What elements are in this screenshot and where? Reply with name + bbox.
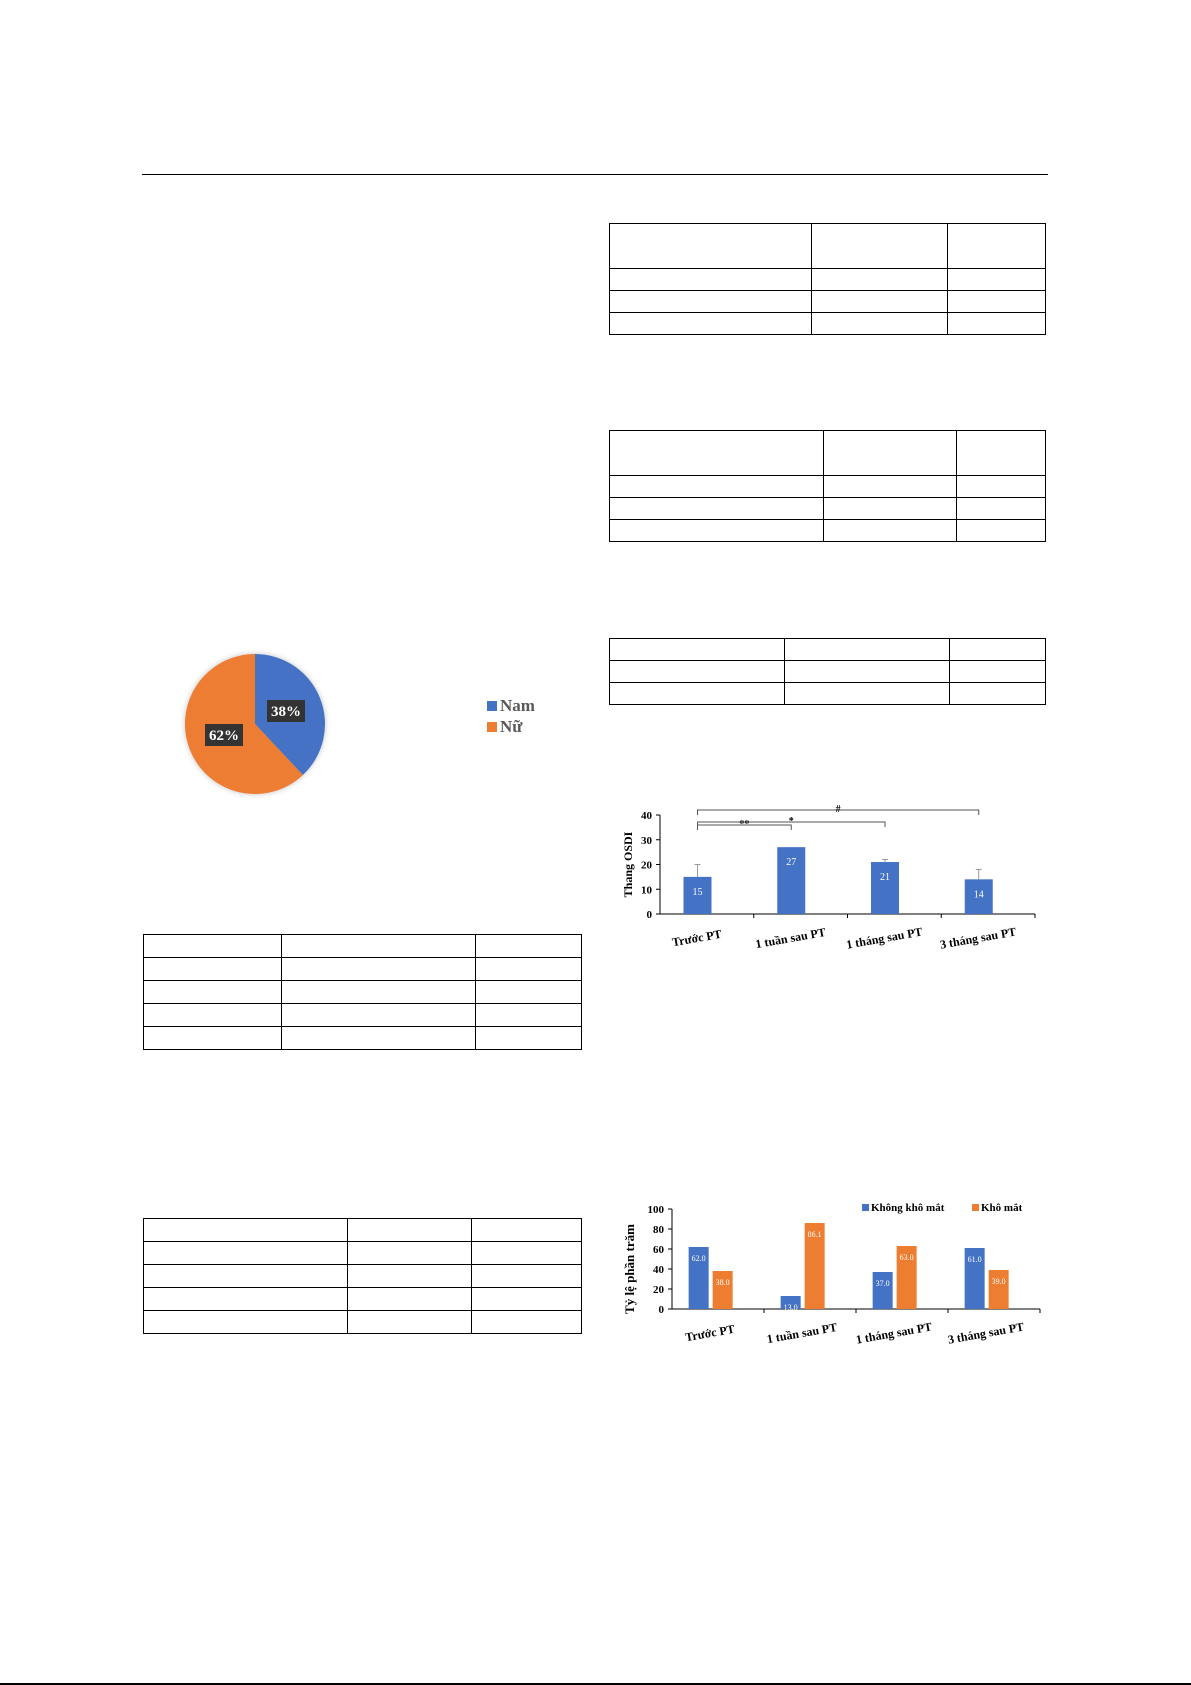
- legend-label: Không khô mắt: [871, 1202, 945, 1214]
- bar-data-label: 86.1: [807, 1230, 822, 1239]
- bar-data-label: 14: [973, 889, 984, 901]
- x-tick-label: 1 tuần sau PT: [754, 924, 827, 952]
- y-tick-label: 40: [641, 810, 652, 822]
- x-tick-label: 3 tháng sau PT: [938, 924, 1018, 952]
- header-rule: [142, 174, 1048, 175]
- significance-mark: *: [788, 816, 794, 827]
- bar-data-label: 37.0: [875, 1279, 890, 1288]
- bar: [871, 862, 899, 914]
- legend-label: Khô mắt: [981, 1202, 1023, 1214]
- dry-eye-bar-chart: [620, 1195, 1045, 1355]
- y-tick-label: 30: [641, 834, 652, 847]
- x-tick-label: Trước PT: [670, 926, 723, 950]
- x-tick-label: 1 tuần sau PT: [765, 1319, 839, 1347]
- bar-data-label: 13.0: [783, 1303, 798, 1312]
- bar-data-label: 62.0: [691, 1254, 706, 1263]
- y-tick-label: 0: [658, 1304, 664, 1316]
- y-tick-label: 80: [653, 1224, 664, 1236]
- x-tick-label: Trước PT: [684, 1321, 736, 1345]
- bar-data-label: 61.0: [967, 1255, 982, 1264]
- significance-mark: **: [739, 819, 750, 830]
- bar-data-label: 38.0: [715, 1278, 730, 1287]
- legend-swatch: [487, 701, 497, 711]
- bar: [873, 1272, 893, 1309]
- legend-label: Nữ: [500, 717, 523, 736]
- osdi-bar-chart: [620, 795, 1040, 965]
- y-tick-label: 0: [646, 909, 652, 921]
- table-right-2: [609, 430, 1046, 542]
- pie-chart: [180, 645, 580, 805]
- legend-swatch: [862, 1204, 869, 1211]
- bar-data-label: 27: [786, 857, 797, 869]
- table-left-2-clip: [143, 1218, 582, 1336]
- y-tick-label: 10: [641, 884, 652, 897]
- y-tick-label: 100: [647, 1204, 664, 1216]
- pie-label: 38%: [271, 704, 301, 720]
- table-left-1: [143, 934, 582, 1050]
- table-right-1: [609, 223, 1046, 335]
- legend-swatch: [487, 722, 497, 732]
- pie-label: 62%: [209, 728, 239, 744]
- legend-label: Nam: [500, 696, 535, 715]
- bar: [713, 1271, 733, 1309]
- y-axis-label: Tỷ lệ phần trăm: [622, 1224, 637, 1314]
- bar-data-label: 21: [880, 872, 890, 884]
- table-right-3: [609, 638, 1046, 705]
- x-tick-label: 1 tháng sau PT: [854, 1319, 934, 1347]
- bar: [989, 1270, 1009, 1309]
- bar-data-label: 63.0: [899, 1253, 914, 1262]
- y-tick-label: 20: [653, 1284, 664, 1296]
- y-tick-label: 40: [653, 1264, 664, 1276]
- legend-swatch: [972, 1204, 979, 1211]
- bar-data-label: 15: [692, 886, 703, 898]
- x-tick-label: 3 tháng sau PT: [946, 1319, 1026, 1347]
- y-axis-label: Thang OSDI: [621, 831, 635, 898]
- x-tick-label: 1 tháng sau PT: [845, 924, 924, 952]
- table-left-2: [143, 1218, 582, 1334]
- y-tick-label: 60: [653, 1244, 664, 1256]
- significance-mark: #: [835, 804, 841, 815]
- bar-data-label: 39.0: [991, 1277, 1006, 1286]
- y-tick-label: 20: [641, 859, 652, 872]
